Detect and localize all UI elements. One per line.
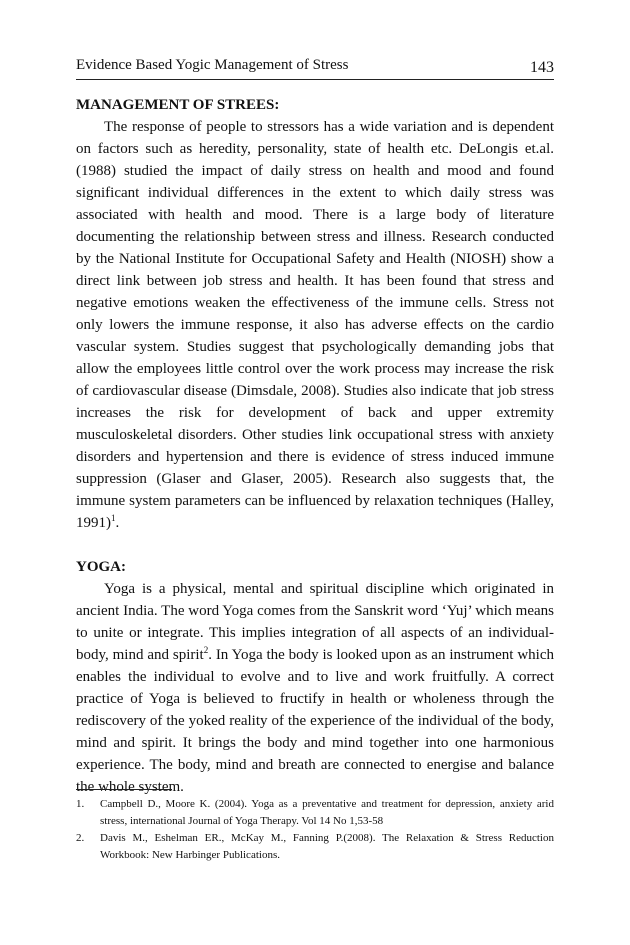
section-heading-yoga: YOGA: — [76, 559, 126, 575]
footnote-number: 2. — [76, 832, 85, 844]
paragraph-yoga — [76, 578, 554, 798]
footnote-ref-1: 1 — [111, 513, 116, 523]
footnote-divider — [76, 789, 172, 790]
footnote-1 — [76, 796, 554, 830]
paragraph-text-b: . In Yoga the body is looked upon as an instrument which enables the individual to evolve and to live and work fruitfully. A correct practice of Yoga is believed to fructify in health or wholeness through the rediscovery of the yoked reality of the experience of the individual of the body, mind and spirit. It brings the body and mind together into one harmonious experience. The body, mind and breath are connected to energise and balance the whole system. — [76, 647, 554, 795]
section-heading-management: MANAGEMENT OF STREES: — [76, 97, 280, 113]
footnote-text: Davis M., Eshelman ER., McKay M., Fanning P.(2008). The Relaxation & Stress Reduction Workbook: New Harbinger Publications. — [100, 832, 554, 861]
footnote-number: 1. — [76, 798, 85, 810]
page-body — [76, 94, 554, 798]
paragraph-text: The response of people to stressors has a wide variation and is dependent on factors such as heredity, personality, state of health etc. DeLongis et.al.(1988) studied the impact of daily stress on health and mood and found significant individual differences in the extent to which daily stress was associated with health and mood. There is a large body of literature documenting the relationship between stress and illness. Research conducted by the National Institute for Occupational Safety and Health (NIOSH) show a direct link between job stress and health. It has been found that stress and negative emotions weaken the effectiveness of the immune cells. Stress not only lowers the immune response, it also has adverse effects on the cardio vascular system. Studies suggest that psychologically demanding jobs that allow the employees little control over the work process may increase the risk of cardiovascular disease (Dimsdale, 2008). Studies also indicate that job stress increases the risk for development of back and upper extremity musculoskeletal disorders. Other studies link occupational stress with anxiety disorders and hypertension and there is evidence of stress induced immune suppression (Glaser and Glaser, 2005). Research also suggests that, the immune system parameters can be influenced by relaxation techniques (Halley, 1991) — [76, 119, 554, 531]
paragraph-text-a: Yoga is a physical, mental and spiritual discipline which originated in ancient India. The word Yoga comes from the Sanskrit word ‘Yuj’ which means to unite or integrate. This implies integration of all aspects of an individual-body, mind and spirit — [76, 581, 554, 663]
paragraph-end: . — [115, 515, 120, 531]
footnotes — [76, 796, 554, 864]
page-header — [76, 57, 554, 80]
paragraph-management — [76, 116, 554, 534]
footnote-2 — [76, 830, 554, 864]
footnote-text: Campbell D., Moore K. (2004). Yoga as a preventative and treatment for depression, anxiety arid stress, international Journal of Yoga Therapy. Vol 14 No 1,53-58 — [100, 798, 554, 827]
page-number: 143 — [530, 59, 554, 76]
footnote-ref-2: 2 — [203, 645, 209, 655]
running-title: Evidence Based Yogic Management of Stress — [76, 57, 349, 73]
